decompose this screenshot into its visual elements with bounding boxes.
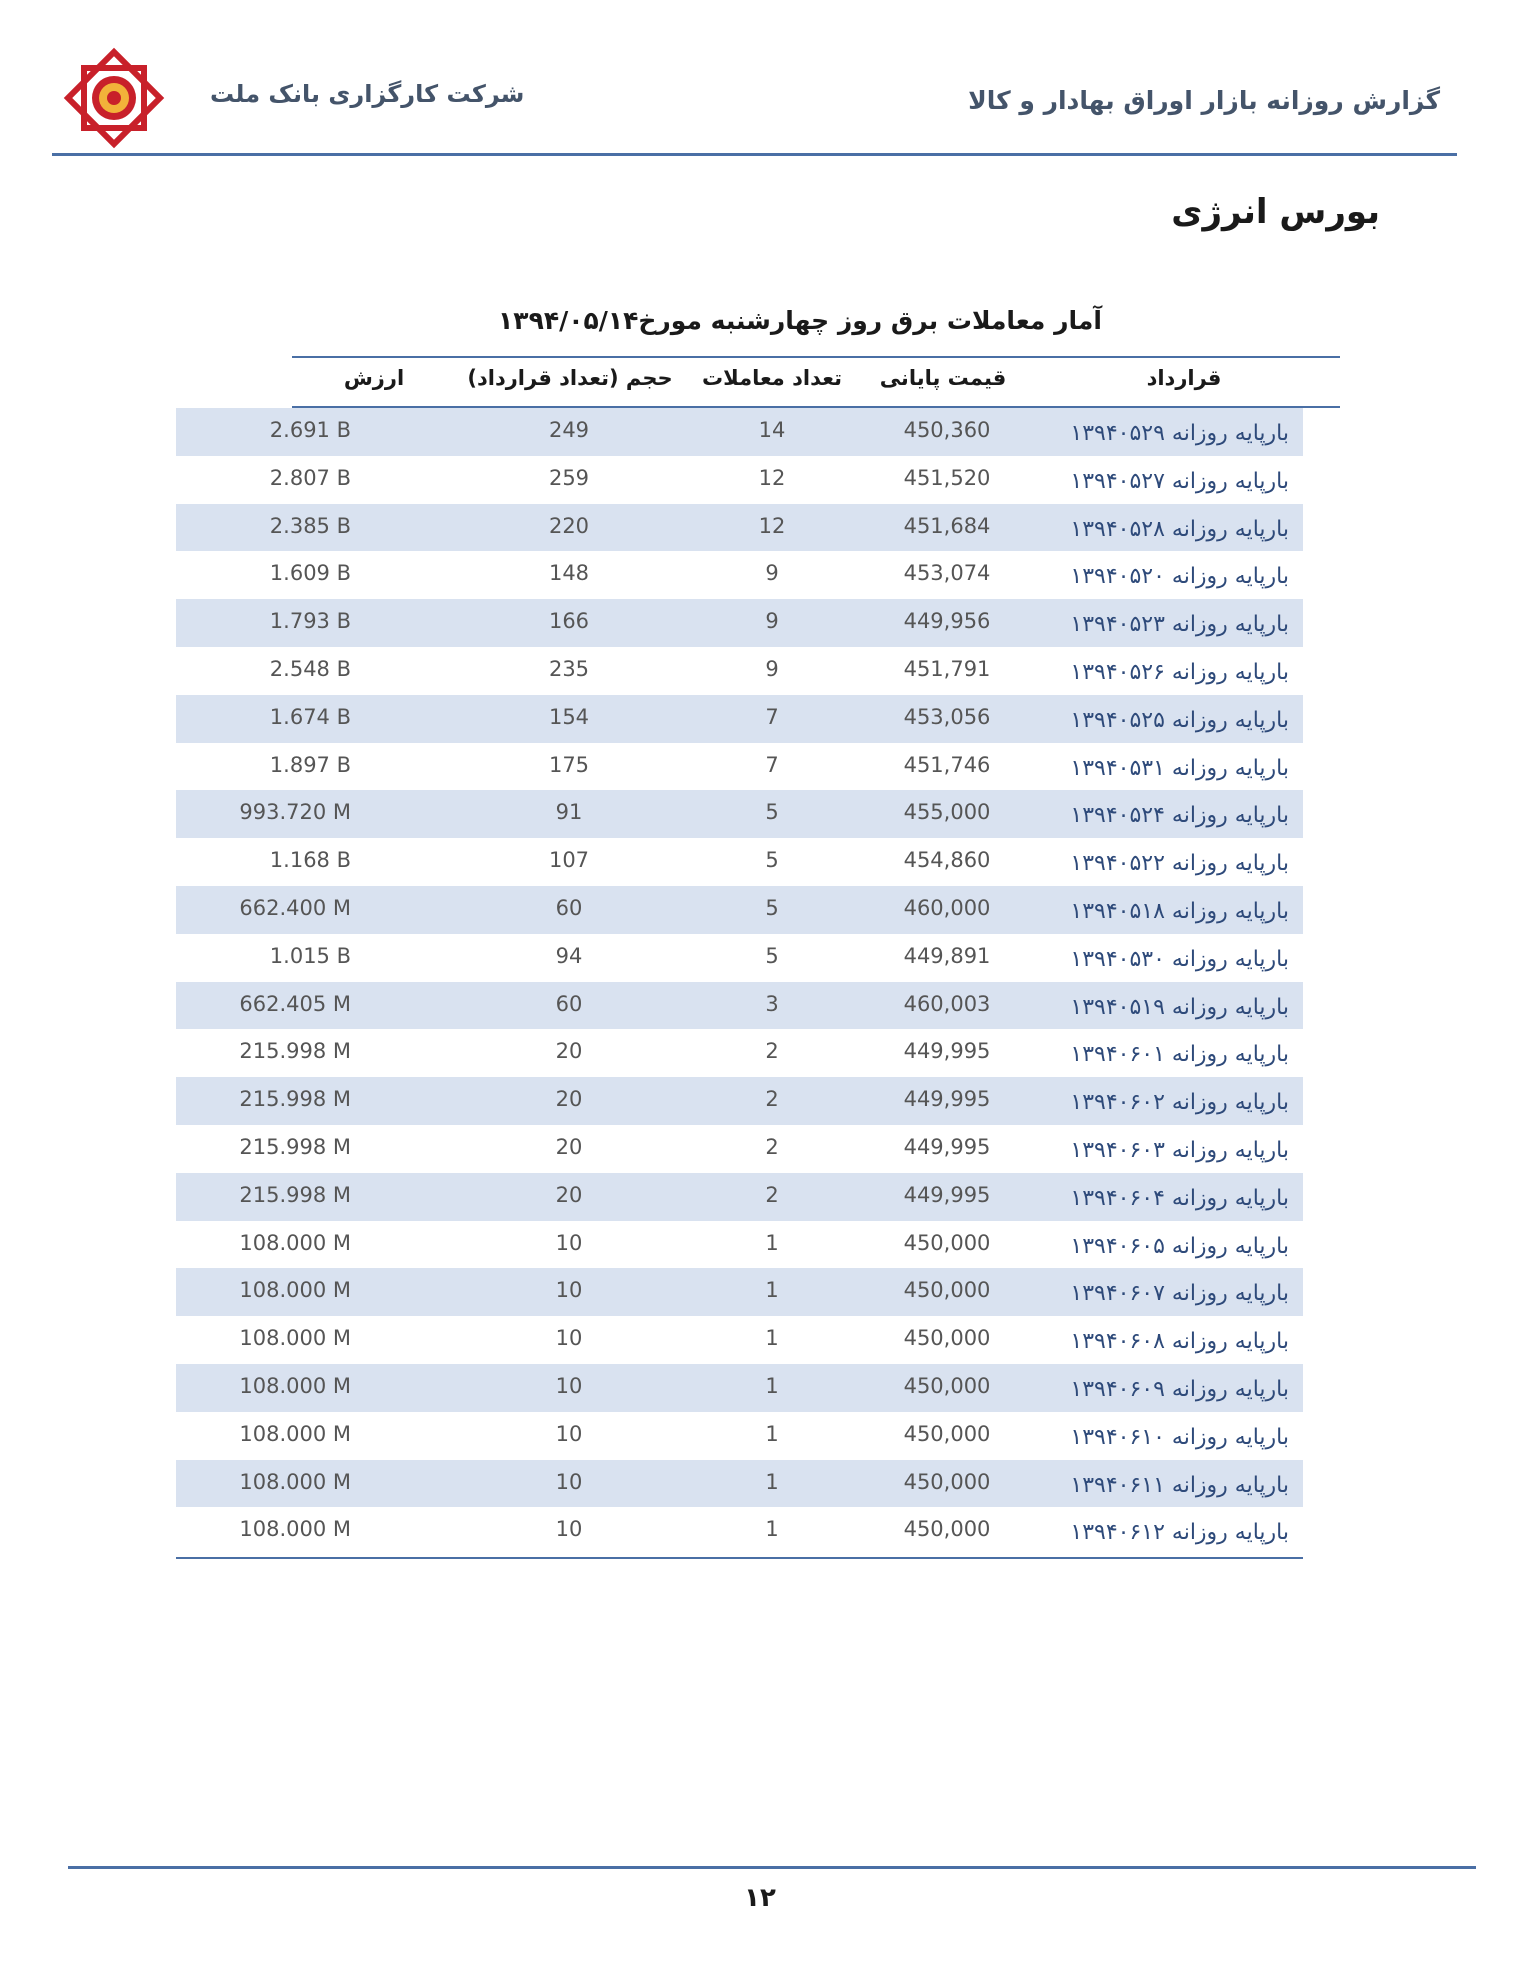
cell-trades: 1: [765, 1326, 779, 1351]
cell-value: 1.674 B: [269, 704, 351, 729]
cell-trades: 1: [765, 1374, 779, 1398]
cell-volume: 235: [548, 657, 590, 681]
cell-contract: بارپایه روزانه ۱۳۹۴۰۵۲۳: [1070, 612, 1289, 638]
cell-value: 1.897 B: [269, 752, 351, 777]
table-row: [176, 982, 1303, 1030]
table-row: [176, 408, 1303, 456]
cell-volume: 91: [555, 800, 583, 825]
table-row: [176, 1460, 1303, 1508]
table-row: [176, 886, 1303, 934]
cell-volume: 10: [555, 1374, 583, 1398]
table-row: [176, 743, 1303, 791]
cell-contract: بارپایه روزانه ۱۳۹۴۰۵۱۸: [1070, 899, 1289, 924]
cell-volume: 148: [548, 561, 590, 586]
cell-trades: 9: [765, 609, 779, 634]
cell-volume: 20: [555, 1182, 583, 1207]
cell-contract: بارپایه روزانه ۱۳۹۴۰۶۱۱: [1070, 1472, 1289, 1498]
table-row: [176, 1507, 1303, 1555]
cell-final-price: 449,995: [903, 1182, 991, 1207]
cell-value: 1.609 B: [269, 561, 351, 586]
column-header-value: ارزش: [343, 366, 405, 390]
table-caption: آمار معاملات برق روز چهارشنبه مورخ۱۳۹۴/۰۵/۱۴: [498, 306, 1102, 335]
cell-volume: 107: [548, 848, 590, 873]
page-number: ۱۲: [744, 1883, 776, 1913]
cell-trades: 1: [765, 1230, 779, 1255]
cell-value: 215.998 M: [239, 1135, 351, 1159]
table-row: [176, 647, 1303, 695]
cell-trades: 5: [765, 848, 779, 873]
footer-divider: [68, 1866, 1476, 1869]
cell-trades: 9: [765, 657, 779, 681]
cell-volume: 10: [555, 1278, 583, 1303]
cell-trades: 2: [765, 1039, 779, 1064]
cell-volume: 10: [555, 1517, 583, 1542]
cell-trades: 12: [758, 465, 786, 490]
cell-final-price: 449,995: [903, 1039, 991, 1064]
table-row: [176, 1125, 1303, 1173]
column-header-trades: تعداد معاملات: [702, 366, 842, 390]
table-row: [176, 1316, 1303, 1364]
cell-trades: 14: [758, 418, 786, 442]
table-row: [176, 1173, 1303, 1221]
cell-final-price: 451,746: [903, 752, 991, 777]
table-row: [176, 1221, 1303, 1269]
cell-volume: 60: [555, 896, 583, 920]
cell-trades: 7: [765, 704, 779, 729]
cell-final-price: 460,000: [903, 896, 991, 920]
cell-final-price: 450,000: [903, 1230, 991, 1255]
cell-final-price: 453,074: [903, 561, 991, 586]
cell-final-price: 450,360: [903, 418, 991, 442]
cell-trades: 5: [765, 800, 779, 825]
header-divider: [52, 153, 1457, 156]
table-row: [176, 1077, 1303, 1125]
cell-contract: بارپایه روزانه ۱۳۹۴۰۵۲۸: [1070, 516, 1289, 542]
cell-value: 215.998 M: [239, 1087, 351, 1112]
cell-contract: بارپایه روزانه ۱۳۹۴۰۶۰۷: [1070, 1281, 1289, 1307]
cell-value: 1.793 B: [269, 609, 351, 634]
cell-value: 108.000 M: [239, 1326, 351, 1351]
table-row: [176, 504, 1303, 552]
cell-trades: 2: [765, 1087, 779, 1112]
column-header-final-price: قیمت پایانی: [879, 366, 1007, 390]
cell-contract: بارپایه روزانه ۱۳۹۴۰۵۲۷: [1070, 468, 1289, 494]
cell-value: 2.807 B: [269, 465, 351, 490]
cell-contract: بارپایه روزانه ۱۳۹۴۰۶۰۴: [1070, 1185, 1289, 1211]
cell-value: 1.015 B: [269, 943, 351, 968]
cell-value: 993.720 M: [239, 800, 351, 825]
cell-final-price: 449,891: [903, 943, 991, 968]
cell-value: 108.000 M: [239, 1278, 351, 1303]
cell-volume: 10: [555, 1326, 583, 1351]
cell-contract: بارپایه روزانه ۱۳۹۴۰۶۰۲: [1070, 1090, 1289, 1116]
table-bottom-rule: [176, 1557, 1303, 1559]
cell-trades: 5: [765, 943, 779, 968]
cell-trades: 5: [765, 896, 779, 920]
table-row: [176, 1412, 1303, 1460]
cell-contract: بارپایه روزانه ۱۳۹۴۰۵۲۵: [1070, 707, 1289, 733]
cell-contract: بارپایه روزانه ۱۳۹۴۰۵۲۹: [1070, 421, 1289, 446]
cell-value: 662.400 M: [239, 896, 351, 920]
cell-contract: بارپایه روزانه ۱۳۹۴۰۵۲۴: [1070, 803, 1289, 829]
cell-trades: 7: [765, 752, 779, 777]
cell-volume: 220: [548, 513, 590, 538]
cell-value: 1.168 B: [269, 848, 351, 873]
cell-value: 662.405 M: [239, 991, 351, 1016]
company-logo: [62, 46, 166, 150]
section-title: بورس انرژی: [1171, 192, 1380, 232]
cell-volume: 10: [555, 1469, 583, 1494]
cell-contract: بارپایه روزانه ۱۳۹۴۰۵۲۶: [1070, 660, 1289, 685]
cell-final-price: 454,860: [903, 848, 991, 873]
cell-trades: 9: [765, 561, 779, 586]
table-row: [176, 1268, 1303, 1316]
table-row: [176, 1029, 1303, 1077]
cell-contract: بارپایه روزانه ۱۳۹۴۰۵۱۹: [1070, 994, 1289, 1020]
cell-final-price: 450,000: [903, 1326, 991, 1351]
cell-contract: بارپایه روزانه ۱۳۹۴۰۵۲۰: [1070, 564, 1289, 590]
cell-final-price: 450,000: [903, 1469, 991, 1494]
cell-value: 2.691 B: [269, 418, 351, 442]
cell-value: 2.548 B: [269, 657, 351, 681]
cell-volume: 249: [548, 418, 590, 442]
cell-value: 215.998 M: [239, 1039, 351, 1064]
cell-final-price: 451,791: [903, 657, 991, 681]
cell-contract: بارپایه روزانه ۱۳۹۴۰۶۰۹: [1070, 1377, 1289, 1402]
cell-final-price: 449,995: [903, 1135, 991, 1159]
cell-value: 108.000 M: [239, 1469, 351, 1494]
cell-trades: 1: [765, 1278, 779, 1303]
cell-final-price: 455,000: [903, 800, 991, 825]
table-row: [176, 599, 1303, 647]
cell-value: 108.000 M: [239, 1374, 351, 1398]
cell-final-price: 450,000: [903, 1278, 991, 1303]
cell-value: 108.000 M: [239, 1421, 351, 1446]
cell-contract: بارپایه روزانه ۱۳۹۴۰۶۱۲: [1070, 1520, 1289, 1546]
cell-final-price: 450,000: [903, 1517, 991, 1542]
cell-contract: بارپایه روزانه ۱۳۹۴۰۶۰۳: [1070, 1138, 1289, 1163]
cell-trades: 2: [765, 1135, 779, 1159]
cell-trades: 1: [765, 1421, 779, 1446]
cell-volume: 154: [548, 704, 590, 729]
cell-final-price: 453,056: [903, 704, 991, 729]
cell-contract: بارپایه روزانه ۱۳۹۴۰۶۰۵: [1070, 1233, 1289, 1259]
cell-final-price: 450,000: [903, 1421, 991, 1446]
table-row: [176, 838, 1303, 886]
cell-volume: 20: [555, 1039, 583, 1064]
cell-final-price: 449,995: [903, 1087, 991, 1112]
cell-volume: 259: [548, 465, 590, 490]
cell-volume: 175: [548, 752, 590, 777]
table-row: [176, 551, 1303, 599]
table-header-top-rule: [292, 356, 1340, 358]
cell-trades: 12: [758, 513, 786, 538]
cell-trades: 2: [765, 1182, 779, 1207]
cell-value: 108.000 M: [239, 1230, 351, 1255]
cell-contract: بارپایه روزانه ۱۳۹۴۰۶۱۰: [1070, 1424, 1289, 1450]
cell-contract: بارپایه روزانه ۱۳۹۴۰۵۳۱: [1070, 755, 1289, 781]
cell-contract: بارپایه روزانه ۱۳۹۴۰۶۰۸: [1070, 1329, 1289, 1355]
table-row: [176, 456, 1303, 504]
report-title: گزارش روزانه بازار اوراق بهادار و کالا: [968, 86, 1440, 115]
cell-volume: 166: [548, 609, 590, 634]
cell-trades: 1: [765, 1517, 779, 1542]
column-header-volume: حجم (تعداد قرارداد): [467, 366, 673, 390]
cell-volume: 94: [555, 943, 583, 968]
cell-trades: 1: [765, 1469, 779, 1494]
cell-trades: 3: [765, 991, 779, 1016]
cell-volume: 10: [555, 1230, 583, 1255]
cell-contract: بارپایه روزانه ۱۳۹۴۰۶۰۱: [1070, 1042, 1289, 1068]
cell-final-price: 451,684: [903, 513, 991, 538]
table-row: [176, 1364, 1303, 1412]
cell-value: 215.998 M: [239, 1182, 351, 1207]
table-row: [176, 934, 1303, 982]
cell-volume: 60: [555, 991, 583, 1016]
cell-volume: 20: [555, 1135, 583, 1159]
cell-contract: بارپایه روزانه ۱۳۹۴۰۵۳۰: [1070, 946, 1289, 972]
cell-value: 2.385 B: [269, 513, 351, 538]
cell-contract: بارپایه روزانه ۱۳۹۴۰۵۲۲: [1070, 851, 1289, 877]
cell-final-price: 450,000: [903, 1374, 991, 1398]
column-header-contract: قرارداد: [1146, 366, 1222, 390]
brand-name: شرکت کارگزاری بانک ملت: [210, 80, 525, 108]
table-row: [176, 695, 1303, 743]
cell-volume: 20: [555, 1087, 583, 1112]
cell-value: 108.000 M: [239, 1517, 351, 1542]
cell-volume: 10: [555, 1421, 583, 1446]
cell-final-price: 460,003: [903, 991, 991, 1016]
table-row: [176, 790, 1303, 838]
cell-final-price: 449,956: [903, 609, 991, 634]
cell-final-price: 451,520: [903, 465, 991, 490]
